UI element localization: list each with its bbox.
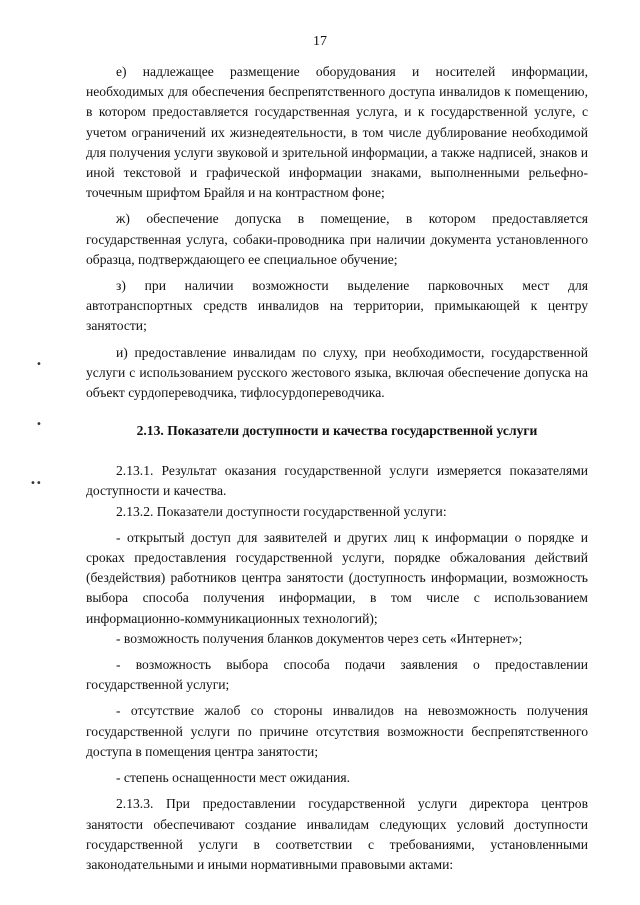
paragraph-e: е) надлежащее размещение оборудования и носителей информации, необходимых для обеспечения беспрепятственного доступа инвалидов к помещению, в котором предоставляется государственная услуга, и к государственной услуге, с учетом ограничений их жизнедеятельности, в том числе дублирование необходимой для получения услуги звуковой и зрительной информации, а также надписей, знаков и иной текстовой и графической информации знаками, выполненными рельефно-точечным шрифтом Брайля и на контрастном фоне; xyxy=(86,64,588,201)
margin-mark: • xyxy=(36,419,42,430)
margin-mark: •• xyxy=(30,478,42,489)
paragraph-i: и) предоставление инвалидам по слуху, при необходимости, государственной услуги с использованием русского жестового языка, включая обеспечение допуска на объект сурдопереводчика, тифлосурдопереводчика. xyxy=(86,344,588,401)
list-item: - открытый доступ для заявителей и других лиц к информации о порядке и сроках предоставления государственной услуги, порядке обжалования действий (бездействия) работников центра занятости (доступность информации, возможность выбора способа получения информации, в том числе с использованием информационно-коммуникационных технологий); xyxy=(86,529,588,626)
list-item: - отсутствие жалоб со стороны инвалидов на невозможность получения государственной услуги по причине отсутствия возможности беспрепятственного доступа в помещения центра занятости; xyxy=(86,703,588,759)
paragraph-2-13-1: 2.13.1. Результат оказания государственной услуги измеряется показателями доступности и качества. xyxy=(86,463,588,499)
list-item: - степень оснащенности мест ожидания. xyxy=(116,770,351,786)
list-item: - возможность получения бланков документов через сеть «Интернет»; xyxy=(116,630,523,646)
paragraph-z: з) при наличии возможности выделение парковочных мест для автотранспортных средств инвалидов на территории, примыкающей к центру занятости; xyxy=(86,278,588,334)
margin-mark: • xyxy=(36,359,42,370)
paragraph-zh: ж) обеспечение допуска в помещение, в котором предоставляется государственная услуга, собаки-проводника при наличии документа установленного образца, подтверждающего ее специальное обучение; xyxy=(86,211,588,267)
page-number: 17 xyxy=(313,34,327,49)
list-item: - возможность выбора способа подачи заявления о предоставлении государственной услуги; xyxy=(86,657,588,693)
document-body xyxy=(86,62,588,875)
paragraph-2-13-3: 2.13.3. При предоставлении государственной услуги директора центров занятости обеспечивают создание инвалидам следующих условий доступности государственной услуги в соответствии с требованиями, установленными законодательными и иными нормативными правовыми актами: xyxy=(86,796,588,872)
section-heading: 2.13. Показатели доступности и качества государственной услуги xyxy=(136,423,538,439)
paragraph-2-13-2: 2.13.2. Показатели доступности государственной услуги: xyxy=(116,503,447,519)
